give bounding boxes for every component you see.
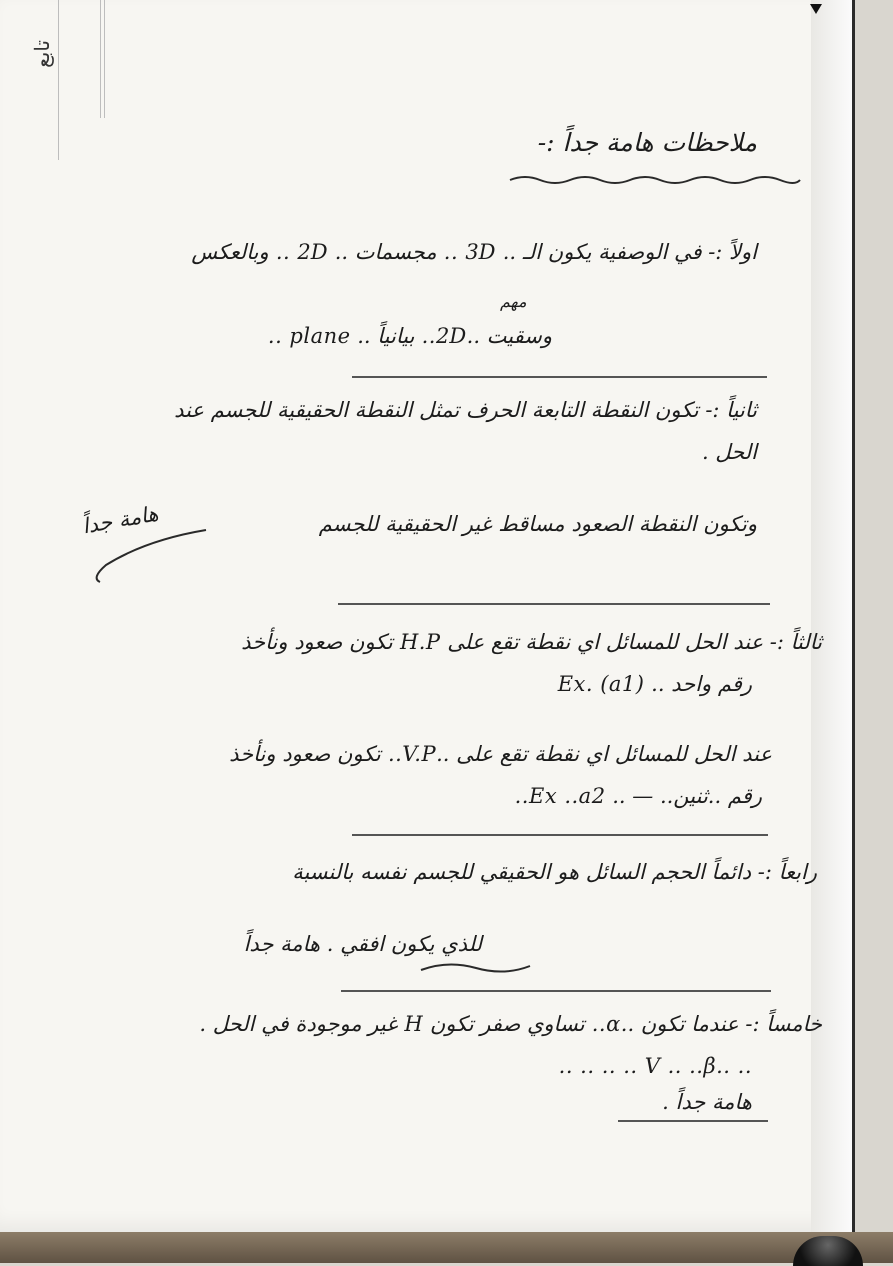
note-1-line-1: اولاً :- في الوصفية يكون الـ .. 3D .. مجسمات .. 2D .. وبالعكس [191, 240, 757, 264]
note-4-line-1: رابعاً :- دائماً الحجم السائل هو الحقيقي للجسم نفسه بالنسبة [292, 860, 817, 884]
note-3-line-2: رقم واحد .. Ex. (a1) [557, 672, 752, 696]
note-3-line-3: عند الحل للمسائل اي نقطة تقع على ..V.P.. تكون صعود ونأخذ [229, 742, 772, 766]
section-divider [341, 990, 771, 992]
page-edge [811, 0, 852, 1232]
note-2-line-1: ثانياً :- تكون النقطة التابعة الحرف تمثل النقطة الحقيقية للجسم عند [174, 398, 757, 422]
note-2-line-2: الحل . [701, 440, 757, 464]
note-5-line-1: خامساً :- عندما تكون ..α.. تساوي صفر تكون H غير موجودة في الحل . [199, 1012, 822, 1036]
note-4-line-2: للذي يكون افقي . هامة جداً [243, 932, 482, 956]
margin-line [104, 0, 105, 118]
corner-mark-icon [810, 4, 822, 14]
margin-note: تابع [30, 40, 54, 68]
note-5-line-2: .. .. .. .. V .. ..β.. .. [558, 1054, 752, 1078]
note-3-line-4: رقم ..ثنين.. — .. Ex ..a2.. [514, 784, 762, 808]
page-title: ملاحظات هامة جداً :- [537, 128, 757, 157]
desk-background [0, 1232, 893, 1263]
margin-line [58, 0, 59, 160]
title-underline [505, 170, 805, 190]
note-2-side-note: هامة جداً [80, 501, 161, 539]
note-1-line-2: وسقيت ..2D.. بيانياً .. plane .. [267, 324, 552, 348]
margin-line [100, 0, 101, 118]
section-divider [352, 376, 767, 378]
emphasis-underline [418, 958, 533, 978]
emphasis-underline [618, 1120, 768, 1122]
note-3-line-1: ثالثاً :- عند الحل للمسائل اي نقطة تقع على H.P تكون صعود ونأخذ [241, 630, 822, 654]
section-divider [338, 603, 770, 605]
section-divider [352, 834, 768, 836]
note-2-line-3: وتكون النقطة الصعود مساقط غير الحقيقية للجسم [318, 512, 757, 536]
side-note-arrow [86, 520, 216, 585]
note-1-annotation: مهم [500, 292, 527, 311]
note-5-line-3: هامة جداً . [662, 1090, 752, 1114]
